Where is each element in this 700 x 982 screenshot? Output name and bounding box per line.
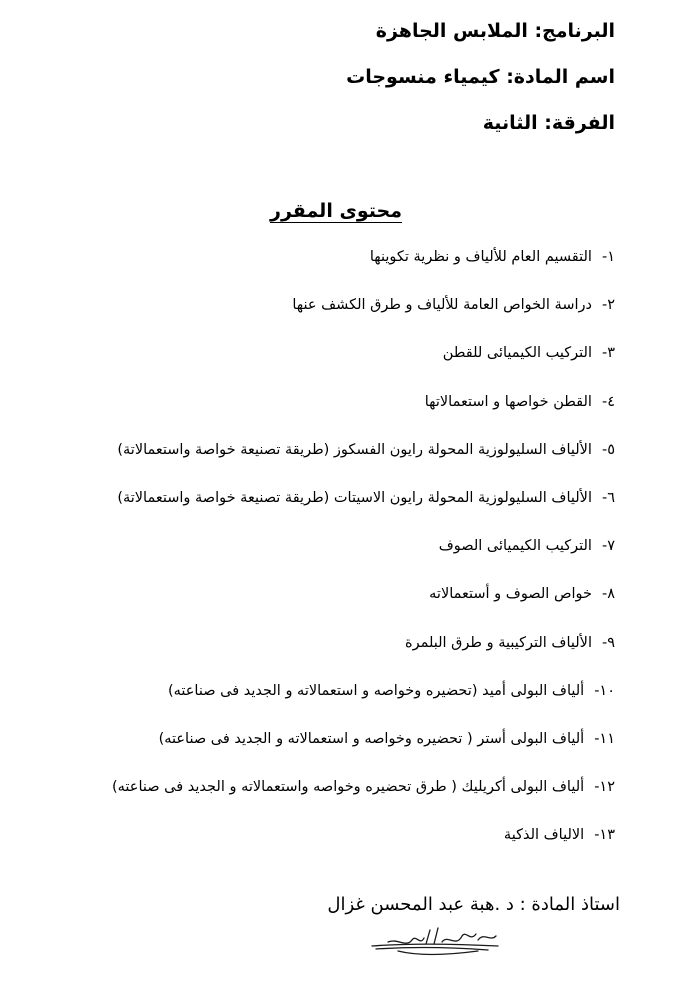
item-number: ٧- bbox=[601, 538, 615, 555]
item-text: دراسة الخواص العامة للألياف و طرق الكشف عنها bbox=[292, 297, 592, 314]
item-number: ٤- bbox=[601, 393, 615, 410]
list-item bbox=[55, 294, 615, 342]
subject-line: اسم المادة: كيمياء منسوجات bbox=[346, 66, 615, 88]
item-text: الألياف السليولوزية المحولة رايون الاسيتات (طريقة تصنيعة خواصة واستعمالاتة) bbox=[117, 489, 592, 506]
item-text: الألياف السليولوزية المحولة رايون الفسكوز (طريقة تصنيعة خواصة واستعمالاتة) bbox=[117, 441, 592, 458]
item-number: ٨- bbox=[601, 586, 615, 603]
list-item bbox=[55, 680, 615, 728]
item-number: ٩- bbox=[601, 634, 615, 651]
course-content-title: محتوى المقرر bbox=[270, 200, 402, 222]
list-item bbox=[55, 728, 615, 776]
item-number: ١٢- bbox=[594, 779, 615, 796]
instructor-line: استاذ المادة : د .هبة عبد المحسن غزال bbox=[327, 894, 620, 915]
item-text: خواص الصوف و أستعمالاته bbox=[429, 586, 592, 603]
list-item bbox=[55, 824, 615, 872]
list-item bbox=[55, 391, 615, 439]
item-text: ألياف البولى أستر ( تحضيره وخواصه و استعمالاته و الجديد فى صناعته) bbox=[158, 730, 585, 747]
course-content-list bbox=[55, 246, 615, 872]
list-item bbox=[55, 439, 615, 487]
list-item bbox=[55, 487, 615, 535]
item-number: ١٠- bbox=[594, 682, 615, 699]
list-item bbox=[55, 632, 615, 680]
item-text: التقسيم العام للألياف و نظرية تكوينها bbox=[369, 249, 592, 265]
list-item bbox=[55, 535, 615, 583]
item-number: ٥- bbox=[601, 441, 615, 458]
item-text: ألياف البولى أميد (تحضيره وخواصه و استعمالاته و الجديد فى صناعته) bbox=[167, 682, 585, 699]
item-text: الالياف الذكية bbox=[503, 827, 585, 844]
item-number: ١٣- bbox=[594, 827, 615, 844]
item-number: ٢- bbox=[601, 297, 615, 314]
year-line: الفرقة: الثانية bbox=[482, 112, 615, 134]
list-item bbox=[55, 342, 615, 390]
list-item bbox=[55, 246, 615, 294]
item-text: القطن خواصها و استعمالاتها bbox=[424, 393, 592, 410]
item-text: التركيب الكيميائى الصوف bbox=[438, 538, 592, 555]
program-line: البرنامج: الملابس الجاهزة bbox=[375, 20, 615, 42]
item-number: ٦- bbox=[601, 489, 615, 506]
item-text: الألياف التركيبية و طرق البلمرة bbox=[404, 634, 592, 651]
item-number: ١- bbox=[601, 249, 615, 265]
item-number: ٣- bbox=[601, 345, 615, 362]
list-item bbox=[55, 776, 615, 824]
item-number: ١١- bbox=[594, 730, 615, 747]
item-text: ألياف البولى أكريليك ( طرق تحضيره وخواصه واستعمالاته و الجديد فى صناعته) bbox=[111, 779, 585, 796]
item-text: التركيب الكيميائى للقطن bbox=[442, 345, 592, 362]
signature bbox=[368, 920, 503, 960]
list-item bbox=[55, 583, 615, 631]
